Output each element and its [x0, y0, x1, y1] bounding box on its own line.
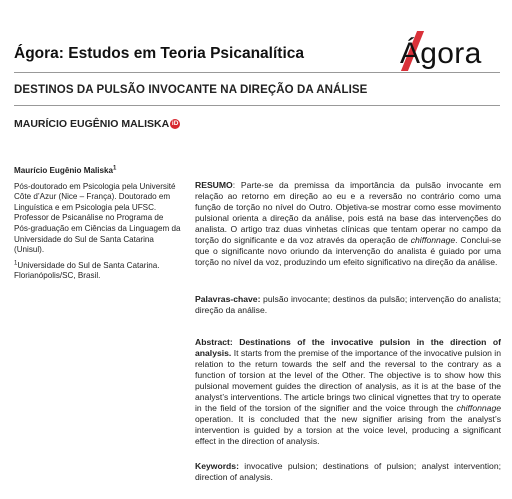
palavras-chave-label: Palavras-chave:	[195, 294, 261, 304]
author-byline	[14, 118, 180, 130]
keywords-label: Keywords:	[195, 461, 239, 471]
orcid-icon[interactable]: iD	[171, 120, 179, 127]
author-bio: Pós-doutorado em Psicologia pela Université Côte d’Azur (Nice – França). Doutorado em Linguística e em Psicologia pela UFSC. Professor de Psicanálise no Programa de Pós-graduação em Ciências da Linguagem da Universidade do Sul de Santa Catarina (Unisul).	[14, 181, 181, 255]
author-affiliation: $^1$Universidade do Sul de Santa Catarina. Florianópolis/SC, Brasil.	[14, 260, 160, 281]
article-title: DESTINOS DA PULSÃO INVOCANTE NA DIREÇÃO DA ANÁLISE	[14, 84, 368, 96]
journal-logo	[396, 28, 498, 76]
resumo-paragraph: RESUMO: Parte-se da premissa da importância da pulsão invocante em relação ao retorno em direção ao eu e a reversão no contrário como uma função de torção no nível do Outro. Objetiva-se mostrar como esse movimento pulsional orienta a direção da análise, pois está na base das intervenções do analista. O artigo traz duas vinhetas clínicas que tentam operar no campo da torção do significante e da voz através da operação de chiffonnage. Conclui-se que o significante novo oriundo da intervenção do analista é guiado por uma torção no nível da voz, produzindo um efeito significativo na direção da análise.	[195, 180, 502, 267]
author-note	[14, 166, 182, 287]
title-divider	[14, 105, 500, 106]
resumo-label: RESUMO	[195, 180, 233, 190]
abstract-label: Abstract: Destinations of the invocative pulsion in the direction of analysis.	[195, 337, 501, 358]
journal-title: Ágora: Estudos em Teoria Psicanalítica	[14, 45, 304, 62]
author-note-name: Maurício Eugênio Maliska$^1$	[14, 165, 117, 175]
keywords-paragraph: Keywords: invocative pulsion; destinations of pulsion; analyst intervention; direction of analysis.	[195, 461, 501, 482]
abstract-paragraph: Abstract: Destinations of the invocative pulsion in the direction of analysis. It starts from the premise of the importance of the invocative pulsion in relation to the return towards the self and the reversal to the contrary as a function of torsion at the level of the Other. The objective is to show how this pulsional movement guides the direction of analysis, as it is at the base of the analyst’s interventions. The article brings two clinical vignettes that try to operate in the field of the torsion of the signifier and the voice through the chiffonnage operation. It is concluded that the new signifier arising from the analyst’s intervention is guided by a torsion at the voice level, producing a significant effect in the direction of analysis.	[195, 337, 501, 446]
author-name-caps: MAURÍCIO EUGÊNIO MALISKA	[14, 118, 170, 130]
header-divider	[14, 72, 500, 73]
logo-text: Ágora	[400, 37, 482, 70]
palavras-chave-paragraph: Palavras-chave: pulsão invocante; destinos da pulsão; intervenção do analista; direção da análise.	[195, 294, 501, 315]
